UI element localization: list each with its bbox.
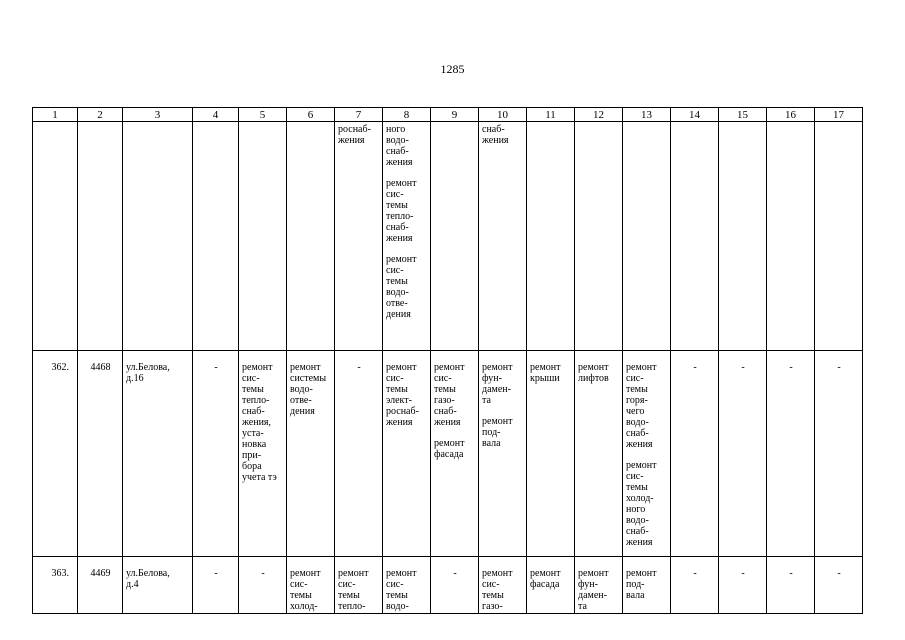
row-number: 363.: [33, 557, 78, 614]
table-cell: [479, 351, 527, 557]
cell-text: роснаб- жения: [338, 124, 371, 146]
page-number: 1285: [440, 62, 465, 76]
house-code: 4469: [78, 557, 123, 614]
col-header: 2: [78, 108, 123, 122]
table-cell: [383, 122, 431, 351]
table-cell: [527, 122, 575, 351]
address-cell: [123, 351, 193, 557]
table-cell: [575, 557, 623, 614]
table-cell: [815, 122, 863, 351]
address: ул.Белова, д.16: [126, 362, 170, 384]
cell-text: ремонт сис- темы тепло- снаб- жения, уста- новка при- бора учета тэ: [242, 362, 277, 483]
column-number-row: [33, 108, 863, 122]
table-cell: -: [719, 557, 767, 614]
cell-text: ремонт под- вала: [626, 568, 657, 601]
col-header: 12: [575, 108, 623, 122]
table-cell: [575, 122, 623, 351]
table-cell: -: [193, 351, 239, 557]
cell-text: ремонт фасада: [434, 438, 465, 460]
col-header: 10: [479, 108, 527, 122]
cell-text: ремонт сис- темы горя- чего водо- снаб- жения: [626, 362, 657, 450]
table-cell: [719, 122, 767, 351]
table-row: [33, 351, 863, 557]
table-cell: [335, 557, 383, 614]
cell-text: ремонт сис- темы газо-: [482, 568, 513, 612]
cell-text: ремонт сис- темы водо-: [386, 568, 417, 612]
cell-text: ремонт сис- темы водо- отве- дения: [386, 254, 417, 320]
cell-text: ремонт сис- темы элект- роснаб- жения: [386, 362, 419, 428]
table-cell: [78, 122, 123, 351]
table-cell: [623, 122, 671, 351]
table-cell: [527, 351, 575, 557]
cell-text: ремонт фун- дамен- та: [482, 362, 513, 406]
table-cell: [33, 122, 78, 351]
col-header: 6: [287, 108, 335, 122]
cell-text: ремонт крыши: [530, 362, 561, 384]
table-row: [33, 557, 863, 614]
cell-text: ремонт под- вала: [482, 416, 513, 449]
cell-text: ремонт сис- темы тепло-: [338, 568, 369, 612]
table-cell: [479, 557, 527, 614]
table-cell: -: [767, 351, 815, 557]
col-header: 8: [383, 108, 431, 122]
table-cell: -: [239, 557, 287, 614]
table-cell: -: [719, 351, 767, 557]
table-cell: -: [767, 557, 815, 614]
table-cell: [193, 122, 239, 351]
table-cell: [383, 351, 431, 557]
table-cell: [671, 122, 719, 351]
cell-text: ремонт фасада: [530, 568, 561, 590]
table-cell: [383, 557, 431, 614]
col-header: 3: [123, 108, 193, 122]
cell-text: ремонт лифтов: [578, 362, 609, 384]
col-header: 16: [767, 108, 815, 122]
col-header: 9: [431, 108, 479, 122]
table-cell: [623, 351, 671, 557]
cell-text: ремонт сис- темы газо- снаб- жения: [434, 362, 465, 428]
col-header: 15: [719, 108, 767, 122]
table-cell: [287, 557, 335, 614]
table-cell: [575, 351, 623, 557]
table-cell: -: [193, 557, 239, 614]
col-header: 1: [33, 108, 78, 122]
address-cell: [123, 557, 193, 614]
cell-text: ремонт сис- темы тепло- снаб- жения: [386, 178, 417, 244]
table-cell: -: [815, 351, 863, 557]
cell-text: ремонт фун- дамен- та: [578, 568, 609, 612]
table-cell: [123, 122, 193, 351]
col-header: 4: [193, 108, 239, 122]
cell-text: снаб- жения: [482, 124, 509, 146]
cell-text: ремонт сис- темы холод-: [290, 568, 321, 612]
col-header: 14: [671, 108, 719, 122]
table-cell: -: [431, 557, 479, 614]
table-cell: -: [335, 351, 383, 557]
cell-text: ремонт системы водо- отве- дения: [290, 362, 327, 417]
cell-text: ного водо- снаб- жения: [386, 124, 413, 168]
col-header: 5: [239, 108, 287, 122]
table-cell: [335, 122, 383, 351]
col-header: 17: [815, 108, 863, 122]
table-cell: [431, 122, 479, 351]
table-cell: [527, 557, 575, 614]
address: ул.Белова, д.4: [126, 568, 170, 590]
table-cell: [431, 351, 479, 557]
house-code: 4468: [78, 351, 123, 557]
table-cell: [287, 122, 335, 351]
col-header: 13: [623, 108, 671, 122]
col-header: 7: [335, 108, 383, 122]
table-cell: [623, 557, 671, 614]
row-number: 362.: [33, 351, 78, 557]
table-cell: [479, 122, 527, 351]
table-cell: [287, 351, 335, 557]
table-cell: -: [815, 557, 863, 614]
cell-text: ремонт сис- темы холод- ного водо- снаб- жения: [626, 460, 657, 548]
table-cell: [239, 122, 287, 351]
continuation-row: [33, 122, 863, 351]
table-cell: [239, 351, 287, 557]
table-cell: [767, 122, 815, 351]
repair-register-table: [32, 107, 863, 614]
table-cell: -: [671, 351, 719, 557]
col-header: 11: [527, 108, 575, 122]
table-cell: -: [671, 557, 719, 614]
